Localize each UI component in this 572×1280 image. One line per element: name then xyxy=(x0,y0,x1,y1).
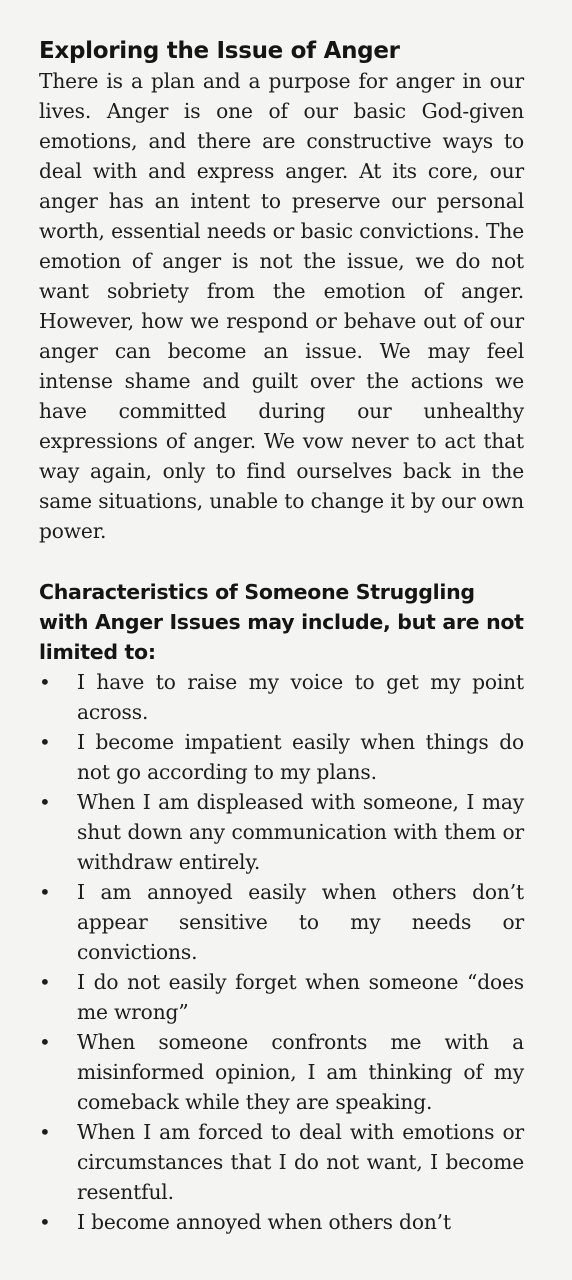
bullet-icon: • xyxy=(39,1120,51,1144)
bullet-icon: • xyxy=(39,790,51,814)
bullet-icon: • xyxy=(39,880,51,904)
list-item xyxy=(39,727,524,787)
list-item-text: I become impatient easily when things do not go according to my plans. xyxy=(77,730,524,784)
list-item-text: When I am forced to deal with emotions or circumstances that I do not want, I become resentful. xyxy=(77,1120,524,1204)
section-heading-exploring-anger: Exploring the Issue of Anger xyxy=(39,38,400,64)
intro-paragraph: There is a plan and a purpose for anger in our lives. Anger is one of our basic God-given emotions, and there are constructive ways to deal with and express anger. At its core, our anger has an intent to preserve our personal worth, essential needs or basic convictions. The emotion of anger is not the issue, we do not want sobriety from the emotion of anger. However, how we respond or behave out of our anger can become an issue. We may feel intense shame and guilt over the actions we have committed during our unhealthy expressions of anger. We vow never to act that way again, only to find ourselves back in the same situations, unable to change it by our own power. xyxy=(39,69,524,543)
list-item xyxy=(39,667,524,727)
list-item-text: I do not easily forget when someone “does me wrong” xyxy=(77,970,524,1024)
bullet-icon: • xyxy=(39,730,51,754)
section-heading-characteristics: Characteristics of Someone Struggling with Anger Issues may include, but are not limited to: xyxy=(39,580,524,664)
characteristics-list xyxy=(39,667,524,1237)
list-item xyxy=(39,967,524,1027)
list-item xyxy=(39,787,524,877)
list-item xyxy=(39,1027,524,1117)
list-item xyxy=(39,1117,524,1207)
list-item-text: When I am displeased with someone, I may shut down any communication with them or withdraw entirely. xyxy=(77,790,524,874)
bullet-icon: • xyxy=(39,670,51,694)
list-item-text: When someone confronts me with a misinformed opinion, I am thinking of my comeback while they are speaking. xyxy=(77,1030,524,1114)
list-item-text: I have to raise my voice to get my point across. xyxy=(77,670,524,724)
bullet-icon: • xyxy=(39,1030,51,1054)
bullet-icon: • xyxy=(39,1210,51,1234)
list-item xyxy=(39,1207,524,1237)
list-item-text: I am annoyed easily when others don’t appear sensitive to my needs or convictions. xyxy=(77,880,524,964)
list-item xyxy=(39,877,524,967)
bullet-icon: • xyxy=(39,970,51,994)
list-item-text: I become annoyed when others don’t xyxy=(77,1210,451,1234)
